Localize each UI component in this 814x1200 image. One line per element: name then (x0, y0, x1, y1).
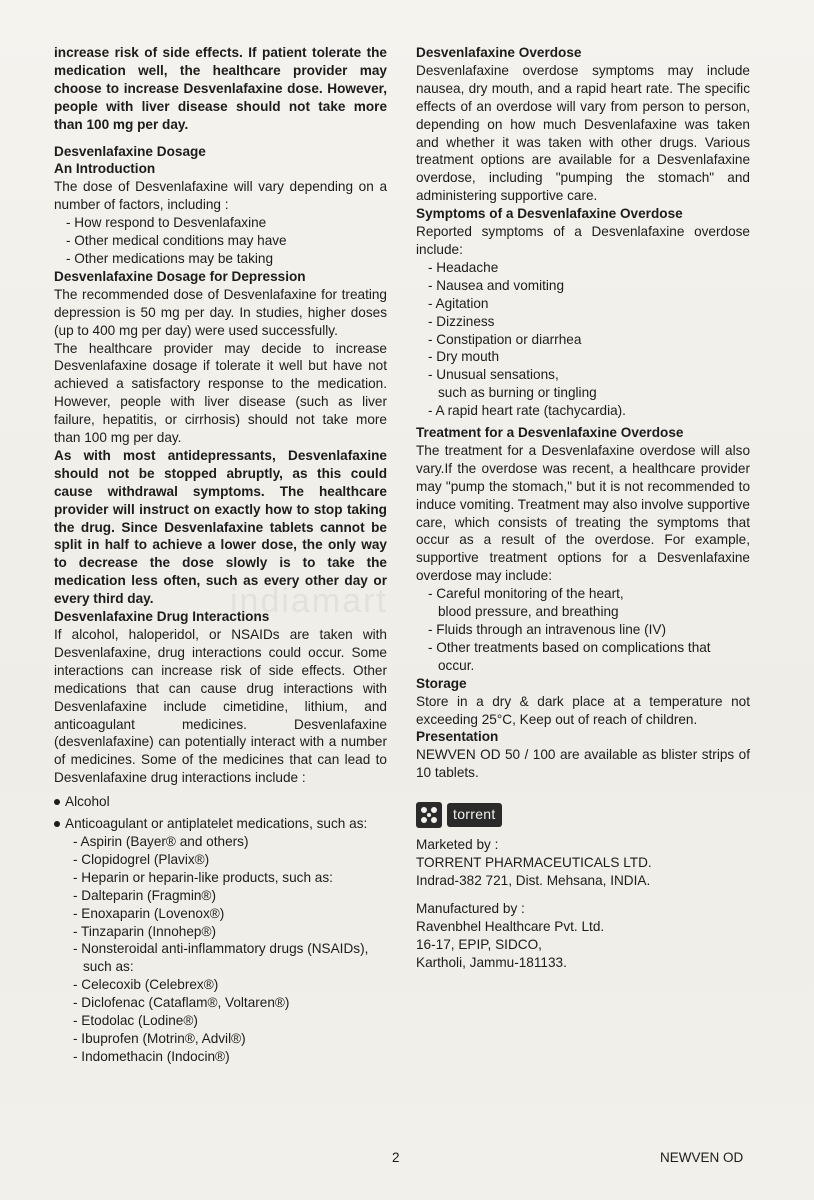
interactions-paragraph: If alcohol, haloperidol, or NSAIDs are taken with Desvenlafaxine, drug interactions could occur. Some interactions can increase risk of side effects. Other medications that can cause drug interactions with Desvenlafaxine include cimetidine, lithium, and anticoagulant medicines. Desvenlafaxine (desvenlafaxine) can potentially interact with a number of medicines. Some of the medicines that can lead to Desvenlafaxine drug interactions include : (54, 627, 387, 786)
list-item: - How respond to Desvenlafaxine (66, 215, 267, 231)
symptoms-heading: Symptoms of a Desvenlafaxine Overdose (416, 206, 683, 222)
list-item: - Enoxaparin (Lovenox®) (73, 905, 225, 921)
manufacturer-address-line-2: Kartholi, Jammu-181133. (416, 954, 567, 970)
manufacturer-block (416, 900, 750, 972)
treatment-paragraph: The treatment for a Desvenlafaxine overdose will also vary.If the overdose was recent, a healthcare provider may "pump the stomach," but it is not recommended to induce vomiting. Treatment may also involve supportive care, which consists of treating the symptoms that occur as a result of the overdose. For example, supportive treatment options for a Desvenlafaxine overdose may include: (416, 442, 750, 584)
list-item: - Ibuprofen (Motrin®, Advil®) (73, 1030, 246, 1046)
depression-paragraph-3: As with most antidepressants, Desvenlafaxine should not be stopped abruptly, as this could cause withdrawal symptoms. The healthcare provider will instruct on exactly how to stop taking the drug. Since Desvenlafaxine tablets cannot be split in half to achieve a lower dose, the only way to decrease the dose slowly is to take the medication less often, such as every other day or every third day. (54, 447, 387, 607)
presentation-heading: Presentation (416, 729, 499, 745)
manufacturer-name: Ravenbhel Healthcare Pvt. Ltd. (416, 918, 605, 934)
dosage-factor-list (54, 214, 387, 268)
dosage-subheading: An Introduction (54, 161, 156, 177)
right-column (416, 44, 750, 972)
torrent-logo-text: torrent (447, 803, 502, 827)
depression-paragraph-2: The healthcare provider may decide to increase Desvenlafaxine dosage if tolerate it well but have not achieved a satisfactory response to the medication. However, people with liver disease (such as liver failure, hepatitis, or cirrhosis) should not take more than 100 mg per day. (54, 340, 387, 446)
list-item: - Dry mouth (428, 349, 500, 365)
overdose-heading: Desvenlafaxine Overdose (416, 45, 582, 60)
list-item: - Careful monitoring of the heart, (428, 586, 624, 602)
symptoms-paragraph: Reported symptoms of a Desvenlafaxine overdose include: (416, 224, 750, 257)
marketer-name: TORRENT PHARMACEUTICALS LTD. (416, 855, 652, 871)
torrent-logo (416, 800, 750, 830)
bullet-label: Anticoagulant or antiplatelet medications, such as: (65, 816, 368, 832)
manufactured-by-label: Manufactured by : (416, 900, 525, 916)
list-item: - Diclofenac (Cataflam®, Voltaren®) (73, 995, 290, 1011)
storage-heading: Storage (416, 675, 467, 691)
presentation-paragraph: NEWVEN OD 50 / 100 are available as blister strips of 10 tablets. (416, 747, 750, 781)
list-item: - Dizziness (428, 313, 495, 329)
product-name: NEWVEN OD (660, 1150, 744, 1165)
symptom-list (416, 259, 750, 420)
intro-paragraph: increase risk of side effects. If patient tolerate the medication well, the healthcare provider may choose to increase Desvenlafaxine dose. However, people with liver disease should not take more than 100 mg per day. (54, 45, 387, 132)
list-item: - A rapid heart rate (tachycardia). (428, 403, 626, 419)
list-item: - Clopidogrel (Plavix®) (73, 851, 210, 867)
marketed-by-label: Marketed by : (416, 837, 499, 853)
interactions-heading: Desvenlafaxine Drug Interactions (54, 609, 270, 625)
bullet-label: Alcohol (65, 794, 110, 810)
overdose-paragraph: Desvenlafaxine overdose symptoms may include nausea, dry mouth, and a rapid heart rate. The specific effects of an overdose will vary from person to person, depending on how much Desvenlafaxine was taken and whether it was taken with other drugs. Various treatment options are available for a Desvenlafaxine overdose, including "pumping the stomach" and administering supportive care. (416, 62, 750, 204)
bullet-anticoagulant (54, 815, 387, 1066)
list-item: - Dalteparin (Fragmin®) (73, 887, 216, 903)
list-item: - Tinzaparin (Innohep®) (73, 923, 217, 939)
list-item: - Celecoxib (Celebrex®) (73, 977, 219, 993)
marketer-block (416, 836, 750, 890)
dosage-heading: Desvenlafaxine Dosage (54, 143, 206, 159)
treatment-list (416, 585, 750, 675)
torrent-logo-icon (416, 802, 442, 828)
list-item: - Fluids through an intravenous line (IV) (428, 622, 667, 637)
list-item: such as burning or tingling (438, 385, 597, 401)
list-item: - Constipation or diarrhea (428, 331, 582, 347)
manufacturer-address-line-1: 16-17, EPIP, SIDCO, (416, 936, 542, 952)
depression-paragraph-1: The recommended dose of Desvenlafaxine for treating depression is 50 mg per day. In studies, higher doses (up to 400 mg per day) were used successfully. (54, 286, 387, 338)
list-item: - Agitation (428, 295, 489, 311)
depression-heading: Desvenlafaxine Dosage for Depression (54, 268, 306, 284)
list-item: - Other medical conditions may have (66, 233, 287, 249)
list-item: - Other treatments based on complications that (428, 639, 711, 655)
watermark: indiamart (230, 582, 388, 620)
list-item: - Other medications may be taking (66, 250, 274, 266)
anticoagulant-list (65, 833, 387, 1066)
list-item: - Indomethacin (Indocin®) (73, 1048, 230, 1064)
page-number: 2 (392, 1150, 400, 1165)
list-item: - Headache (428, 259, 499, 275)
list-item: - Nonsteroidal anti-inflammatory drugs (NSAIDs), (73, 941, 369, 957)
storage-paragraph: Store in a dry & dark place at a temperature not exceeding 25°C, Keep out of reach of children. (416, 693, 750, 727)
interaction-bullet-list (54, 793, 387, 1066)
list-item: - Aspirin (Bayer® and others) (73, 833, 249, 849)
bullet-alcohol (54, 793, 387, 811)
list-item: - Nausea and vomiting (428, 277, 565, 293)
list-item: - Unusual sensations, (428, 367, 559, 383)
left-column (54, 44, 387, 1070)
list-item: - Heparin or heparin-like products, such as: (73, 869, 333, 885)
list-item: blood pressure, and breathing (438, 604, 619, 620)
list-item: occur. (438, 657, 475, 673)
dosage-paragraph: The dose of Desvenlafaxine will vary depending on a number of factors, including : (54, 179, 387, 213)
treatment-heading: Treatment for a Desvenlafaxine Overdose (416, 425, 684, 441)
list-item: - Etodolac (Lodine®) (73, 1013, 198, 1029)
marketer-address: Indrad-382 721, Dist. Mehsana, INDIA. (416, 872, 651, 888)
list-item: such as: (83, 959, 134, 975)
